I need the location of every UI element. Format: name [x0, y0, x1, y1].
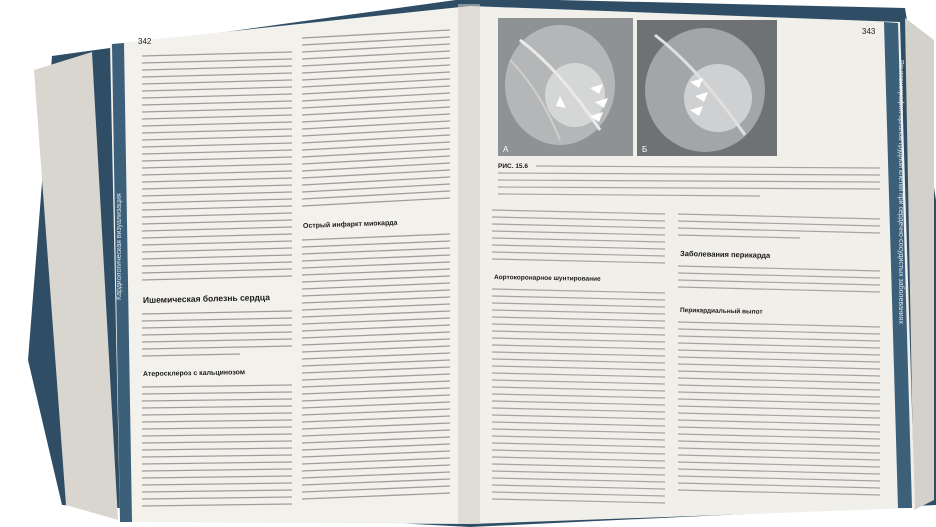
left-mid-heading: Острый инфаркт миокарда: [302, 219, 398, 230]
xray-figure-b: [637, 20, 777, 156]
right-heading-effusion: Перикардиальный выпот: [679, 307, 763, 316]
xray-a-label: A: [503, 145, 509, 154]
left-section-heading: Ишемическая болезнь сердца: [142, 292, 270, 305]
right-heading-aneurysm: Аортокоронарное шунтирование: [493, 274, 601, 283]
right-page-number: 343: [862, 27, 876, 36]
left-page-number: 342: [138, 37, 152, 46]
xray-b-label: Б: [642, 145, 648, 154]
left-side-tab-label: Кардиологическая визуализация: [116, 193, 123, 300]
gutter: [458, 4, 480, 524]
right-side-tab-label: Рентгенография органов грудной клетки при сердечно-сосудистых заболеваниях: [897, 60, 904, 324]
figure-caption-prefix: РИС. 15.6: [498, 163, 528, 170]
right-heading-pericardium: Заболевания перикарда: [679, 249, 771, 260]
left-subsection-heading: Атеросклероз с кальцинозом: [142, 369, 246, 378]
xray-figure-a: [498, 18, 633, 156]
